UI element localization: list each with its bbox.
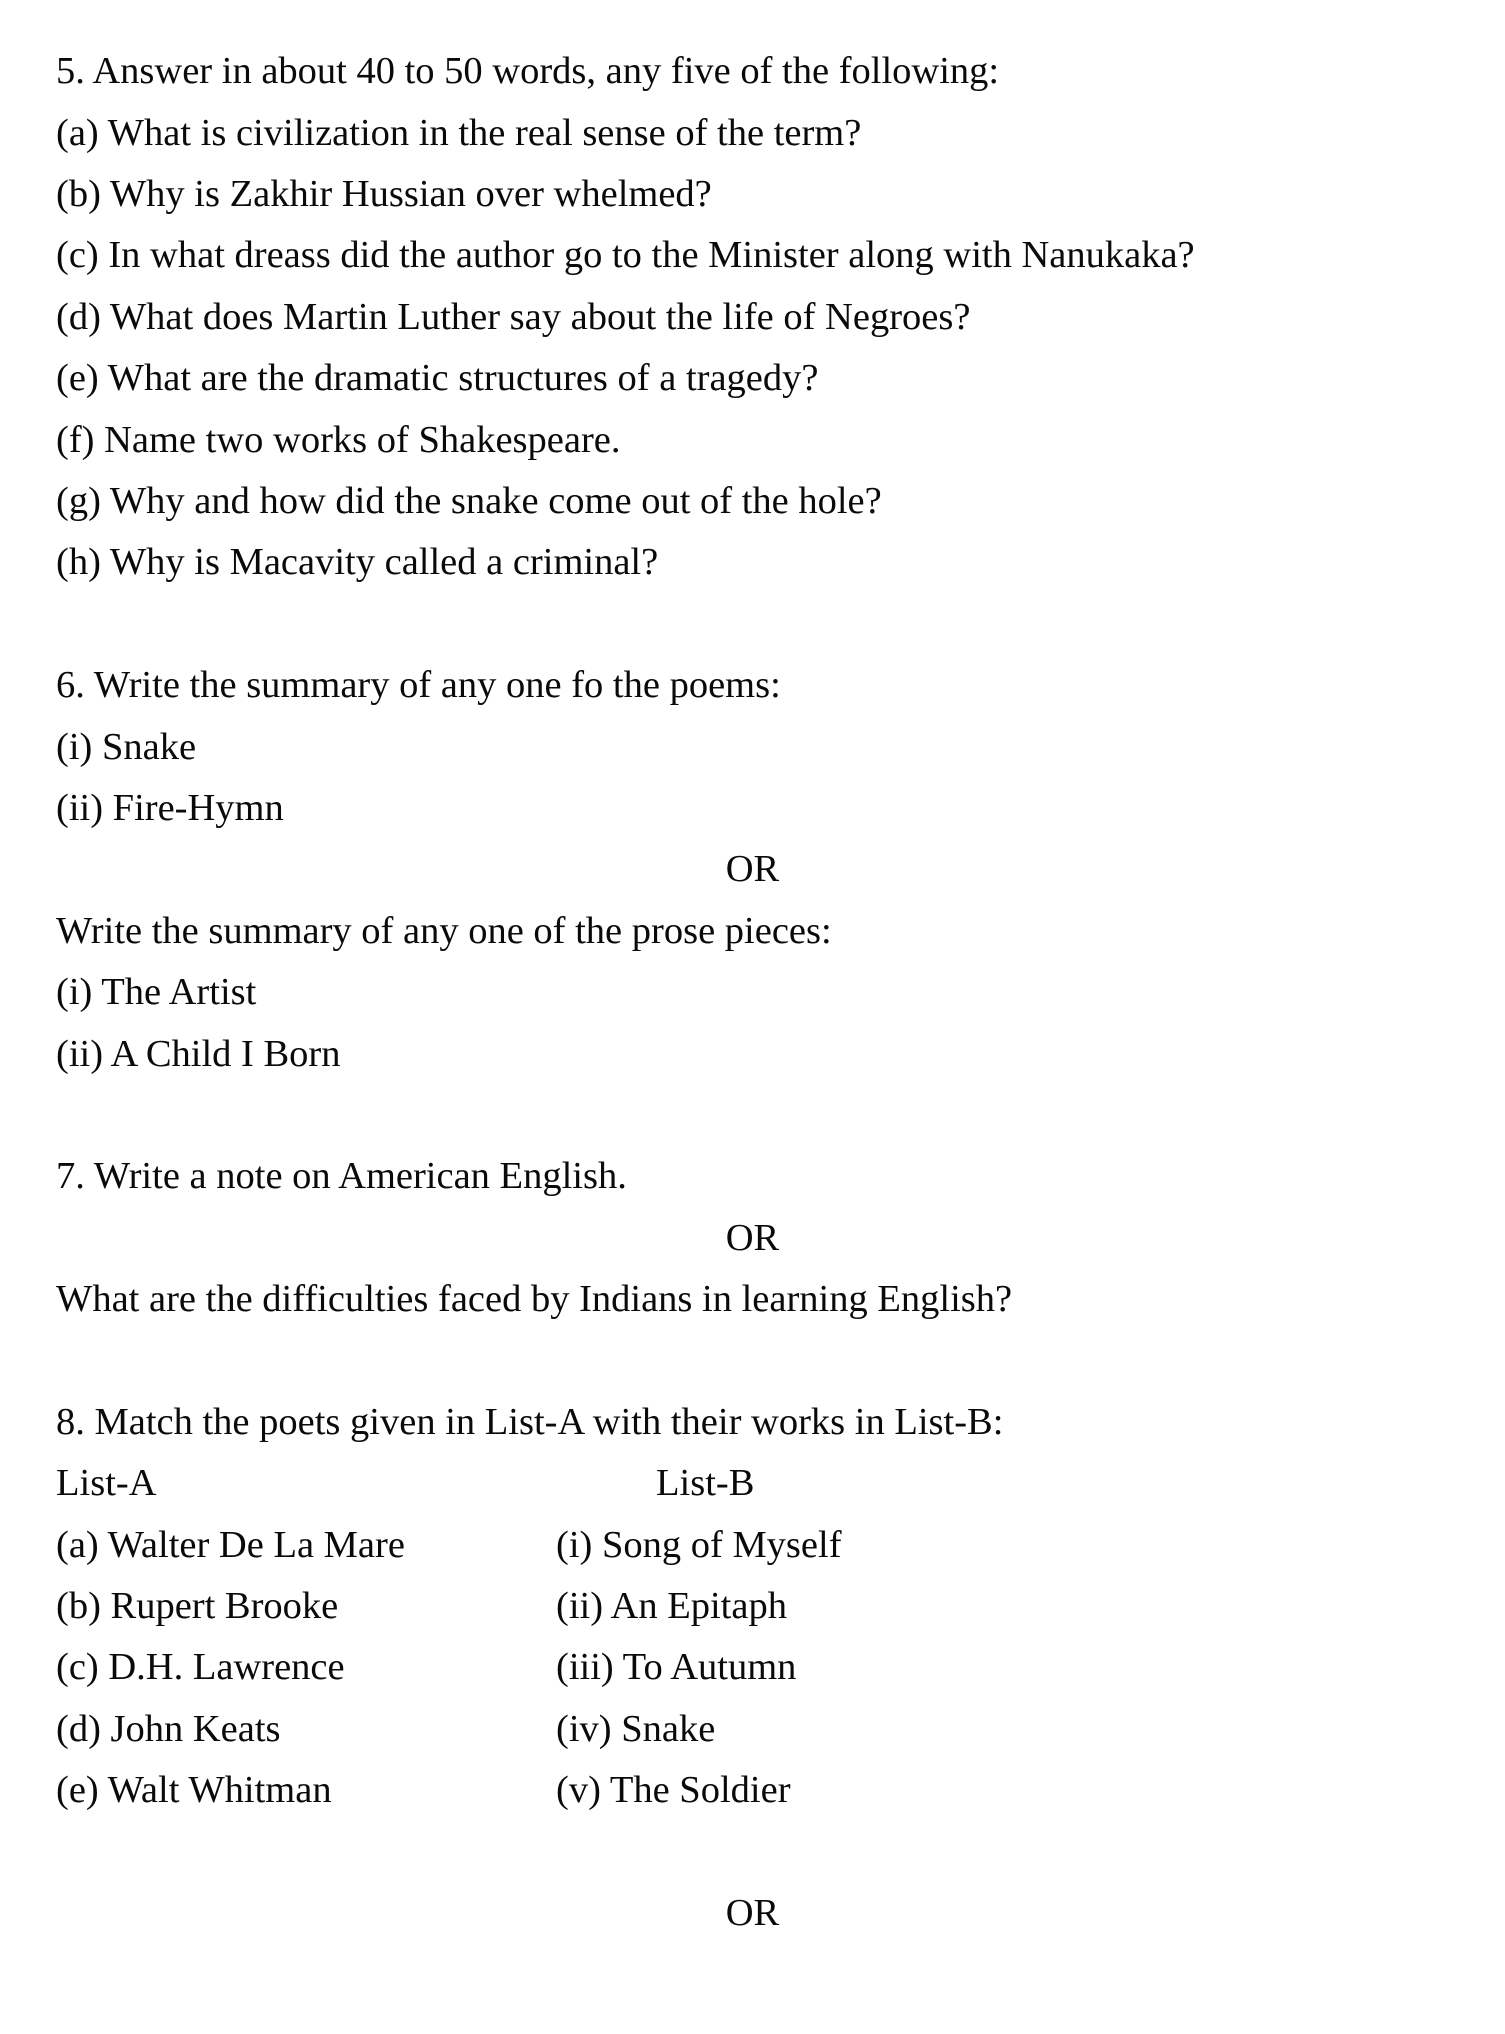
question-8-heading bbox=[0, 1392, 1505, 1453]
question-6-prose-text: (ii) A Child I Born bbox=[56, 1032, 341, 1075]
question-7-heading bbox=[0, 1146, 1505, 1207]
list-b-item: (iii) To Autumn bbox=[556, 1646, 797, 1689]
blank-line bbox=[0, 594, 1505, 655]
question-5-item-h bbox=[0, 532, 1505, 593]
question-5-item-text: (h) Why is Macavity called a criminal? bbox=[56, 541, 659, 584]
question-5-item-e bbox=[0, 348, 1505, 409]
question-7-or-divider bbox=[0, 1208, 1505, 1269]
question-5-item-text: (g) Why and how did the snake come out of the hole? bbox=[56, 480, 882, 523]
question-6 bbox=[0, 655, 1505, 1085]
question-6-heading bbox=[0, 655, 1505, 716]
question-6-or-divider bbox=[0, 839, 1505, 900]
question-6-alt-heading-text: Write the summary of any one of the prose pieces: bbox=[56, 909, 832, 952]
list-a-item: (b) Rupert Brooke bbox=[56, 1585, 339, 1628]
question-5-item-text: (c) In what dreass did the author go to the Minister along with Nanukaka? bbox=[56, 234, 1195, 277]
match-row bbox=[0, 1576, 1505, 1637]
list-a-item: (a) Walter De La Mare bbox=[56, 1523, 405, 1566]
or-text: OR bbox=[725, 1216, 780, 1259]
question-5-item-b bbox=[0, 164, 1505, 225]
list-b-item: (iv) Snake bbox=[556, 1707, 716, 1750]
match-row bbox=[0, 1515, 1505, 1576]
or-text: OR bbox=[725, 848, 780, 891]
question-6-prose-ii bbox=[0, 1024, 1505, 1085]
question-5-item-f bbox=[0, 410, 1505, 471]
question-6-prose-text: (i) The Artist bbox=[56, 971, 257, 1014]
question-5-item-d bbox=[0, 287, 1505, 348]
list-b-item: (i) Song of Myself bbox=[556, 1523, 842, 1566]
question-7-heading-text: 7. Write a note on American English. bbox=[56, 1155, 627, 1198]
blank-line bbox=[0, 1085, 1505, 1146]
question-6-poem-i bbox=[0, 717, 1505, 778]
question-8 bbox=[0, 1392, 1505, 1945]
question-6-heading-text: 6. Write the summary of any one fo the poems: bbox=[56, 664, 781, 707]
list-a-item: (d) John Keats bbox=[56, 1707, 281, 1750]
question-5-item-c bbox=[0, 225, 1505, 286]
question-8-heading-text: 8. Match the poets given in List-A with their works in List-B: bbox=[56, 1400, 1004, 1443]
match-row bbox=[0, 1699, 1505, 1760]
question-6-alt-heading bbox=[0, 901, 1505, 962]
question-5-item-g bbox=[0, 471, 1505, 532]
question-5-heading bbox=[0, 41, 1505, 102]
question-6-poem-ii bbox=[0, 778, 1505, 839]
list-a-item: (c) D.H. Lawrence bbox=[56, 1646, 345, 1689]
question-5-item-text: (b) Why is Zakhir Hussian over whelmed? bbox=[56, 173, 712, 216]
question-6-prose-i bbox=[0, 962, 1505, 1023]
blank-line bbox=[0, 1331, 1505, 1392]
list-b-item: (ii) An Epitaph bbox=[556, 1585, 787, 1628]
match-row bbox=[0, 1637, 1505, 1698]
match-row bbox=[0, 1760, 1505, 1821]
list-b-header: List-B bbox=[656, 1462, 755, 1505]
question-5-item-text: (d) What does Martin Luther say about the life of Negroes? bbox=[56, 295, 971, 338]
blank-line bbox=[0, 1822, 1505, 1883]
question-5 bbox=[0, 41, 1505, 594]
question-7-alt-heading bbox=[0, 1269, 1505, 1330]
question-7 bbox=[0, 1146, 1505, 1330]
question-5-item-text: (e) What are the dramatic structures of a tragedy? bbox=[56, 357, 819, 400]
question-6-poem-text: (i) Snake bbox=[56, 725, 197, 768]
list-a-item: (e) Walt Whitman bbox=[56, 1769, 332, 1812]
list-b-item: (v) The Soldier bbox=[556, 1769, 791, 1812]
question-5-item-text: (f) Name two works of Shakespeare. bbox=[56, 418, 621, 461]
question-5-heading-text: 5. Answer in about 40 to 50 words, any five of the following: bbox=[56, 50, 1000, 93]
exam-page bbox=[0, 41, 1505, 1944]
question-7-alt-heading-text: What are the difficulties faced by Indians in learning English? bbox=[56, 1278, 1013, 1321]
question-5-item-a bbox=[0, 103, 1505, 164]
match-list-headers bbox=[0, 1453, 1505, 1514]
list-a-header: List-A bbox=[56, 1462, 157, 1505]
question-5-item-text: (a) What is civilization in the real sense of the term? bbox=[56, 111, 862, 154]
question-8-or-divider bbox=[0, 1883, 1505, 1944]
or-text: OR bbox=[725, 1892, 780, 1935]
question-6-poem-text: (ii) Fire-Hymn bbox=[56, 786, 284, 829]
